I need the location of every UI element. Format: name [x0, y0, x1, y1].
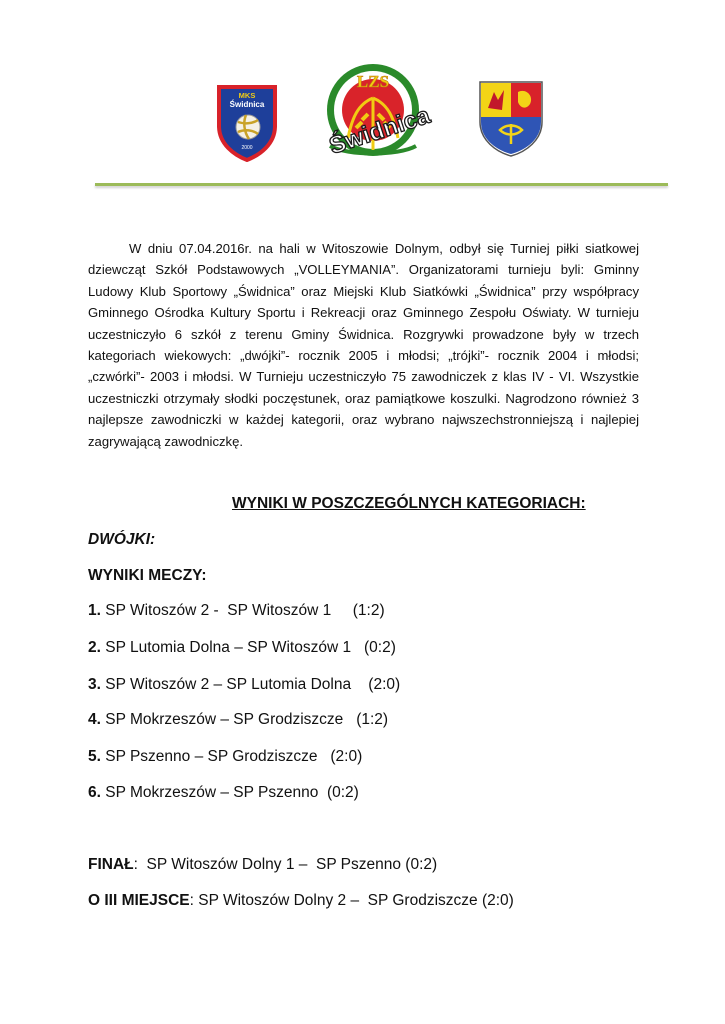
match-number: 3.: [88, 676, 101, 693]
final-label: FINAŁ: [88, 856, 134, 873]
match-line: [88, 639, 396, 657]
match-text: SP Pszenno – SP Grodziszcze (2:0): [100, 748, 363, 765]
match-number: 2.: [88, 639, 101, 656]
match-line: [88, 676, 400, 694]
lzs-swidnica-logo: [318, 58, 438, 170]
third-place-label: O III MIEJSCE: [88, 892, 190, 909]
match-text: SP Mokrzeszów – SP Grodziszcze (1:2): [100, 711, 389, 728]
match-text: SP Mokrzeszów – SP Pszenno (0:2): [100, 784, 359, 801]
category-title: DWÓJKI:: [88, 531, 156, 548]
results-heading: WYNIKI W POSZCZEGÓLNYCH KATEGORIACH:: [232, 495, 586, 512]
mks-swidnica-logo: [216, 84, 278, 162]
mks-line1: MKS: [238, 91, 256, 100]
third-place-text: : SP Witoszów Dolny 2 – SP Grodziszcze (2:0): [189, 892, 514, 909]
match-line: [88, 602, 385, 620]
match-number: 5.: [88, 748, 101, 765]
matches-heading: WYNIKI MECZY:: [88, 567, 207, 584]
match-text: SP Lutomia Dolna – SP Witoszów 1 (0:2): [100, 639, 396, 656]
match-text: SP Witoszów 2 – SP Lutomia Dolna (2:0): [100, 676, 401, 693]
match-line: [88, 784, 359, 802]
match-number: 1.: [88, 602, 101, 619]
final-result: [88, 856, 437, 874]
header-divider: [95, 183, 668, 186]
logo-strip: [0, 0, 725, 180]
intro-paragraph: W dniu 07.04.2016r. na hali w Witoszowie Dolnym, odbył się Turniej piłki siatkowej dziewcząt Szkół Podstawowych „VOLLEYMANIA”. Organizatorami turnieju byli: Gminny Ludowy Klub Sportowy „Świdnica” oraz Miejski Klub Siatkówki „Świdnica” przy współpracy Gminnego Ośrodka Kultury Sportu i Rekreacji oraz Gminnego Zespołu Oświaty. W turnieju uczestniczyło 6 szkół z terenu Gminy Świdnica. Rozgrywki prowadzone były w trzech kategoriach wiekowych: „dwójki”- rocznik 2005 i młodsi; „trójki”- rocznik 2004 i młodsi; „czwórki”- 2003 i młodsi. W Turnieju uczestniczyło 75 zawodniczek z klas IV - VI. Wszystkie uczestniczki otrzymały słodki poczęstunek, oraz pamiątkowe koszulki. Nagrodzono również 3 najlepsze zawodniczki w każdej kategorii, oraz wybrano najwszechstronniejszą i najlepiej zagrywającą zawodniczkę.: [88, 241, 639, 449]
match-number: 4.: [88, 711, 101, 728]
coat-of-arms-icon: [476, 78, 546, 158]
mks-year: 2000: [241, 145, 253, 151]
lzs-top: LZS: [356, 72, 390, 91]
third-place-result: [88, 892, 514, 910]
lzs-name: Świdnica: [326, 101, 434, 160]
match-text: SP Witoszów 2 - SP Witoszów 1 (1:2): [100, 602, 385, 619]
mks-line2: Świdnica: [229, 100, 265, 109]
match-number: 6.: [88, 784, 101, 801]
final-text: : SP Witoszów Dolny 1 – SP Pszenno (0:2): [133, 856, 438, 873]
match-line: [88, 711, 388, 729]
match-line: [88, 748, 362, 766]
